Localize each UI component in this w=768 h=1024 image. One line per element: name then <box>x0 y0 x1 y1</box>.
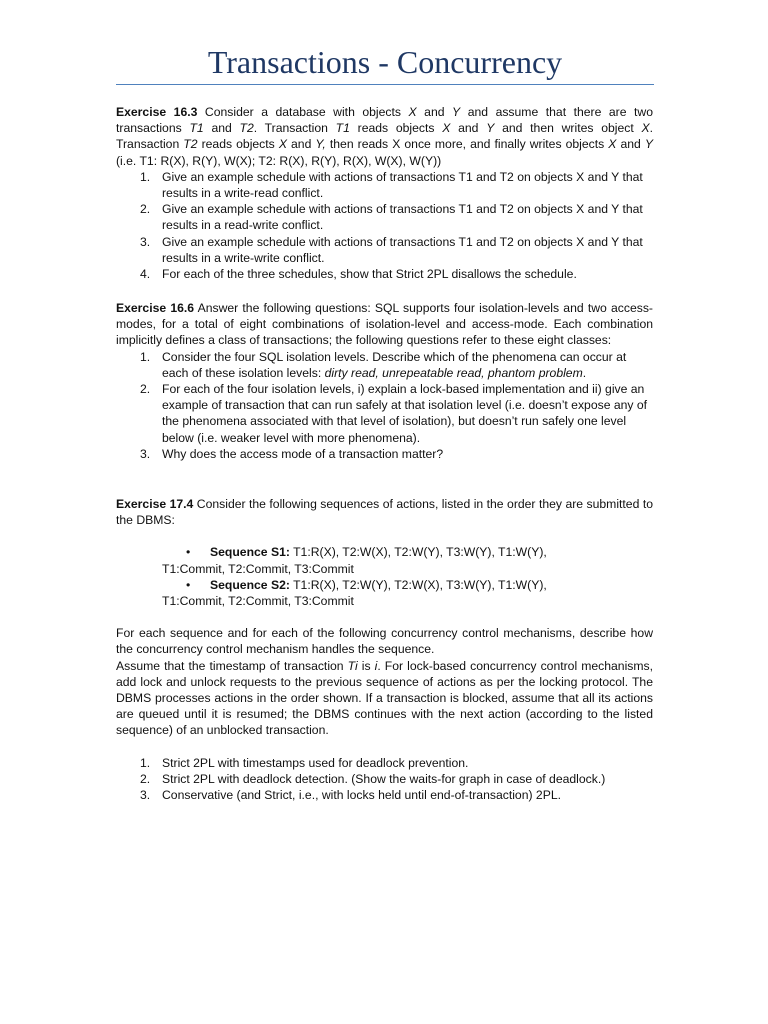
bullet-icon: • <box>186 545 191 560</box>
exercise-16-3-label: Exercise 16.3 <box>116 105 198 119</box>
list-item: 1. Give an example schedule with actions of transactions T1 and T2 on objects X and Y that results in a write-read conflict. <box>140 169 643 201</box>
exercise-16-6-intro: Exercise 16.6 Answer the following questions: SQL supports four isolation-levels and two access-modes, for a total of eight combinations of isolation-level and access-mode. Each combination implicitly defines a class of transactions; the following questions refer to these eight classes: <box>116 301 653 348</box>
list-item: 1. Strict 2PL with timestamps used for deadlock prevention. <box>140 755 469 770</box>
exercise-17-4-intro: Exercise 17.4 Consider the following sequences of actions, listed in the order they are submitted to the DBMS: <box>116 497 653 528</box>
list-item: 3. Why does the access mode of a transaction matter? <box>140 446 444 461</box>
page-title: Transactions - Concurrency <box>207 44 563 80</box>
list-item: 4. For each of the three schedules, show that Strict 2PL disallows the schedule. <box>140 267 577 282</box>
exercise-17-4-label: Exercise 17.4 <box>116 497 194 511</box>
paragraph-concurrency-mechanisms: For each sequence and for each of the following concurrency control mechanisms, describe how the concurrency control mechanism handles the sequence. <box>116 626 653 657</box>
paragraph-timestamp-assumption: Assume that the timestamp of transaction Ti is i. For lock-based concurrency control mechanisms, add lock and unlock requests to the previous sequence of actions as per the locking protocol. The DBMS processes actions in the order shown. If a transaction is blocked, assume that all its actions are queued until it is resumed; the DBMS continues with the next action (according to the listed sequence) of an unblocked transaction. <box>116 658 653 738</box>
exercise-17-4-mechanisms <box>116 755 653 804</box>
exercise-17-4 <box>116 496 653 803</box>
exercise-16-3 <box>116 104 653 282</box>
title-underline <box>116 84 654 85</box>
list-item: 2. Give an example schedule with actions of transactions T1 and T2 on objects X and Y that results in a read-write conflict. <box>140 202 643 233</box>
sequence-s1: • Sequence S1: T1:R(X), T2:W(X), T2:W(Y), T3:W(Y), T1:W(Y), <box>186 545 547 560</box>
list-item: 3. Give an example schedule with actions of transactions T1 and T2 on objects X and Y that results in a write-write conflict. <box>140 234 643 265</box>
exercise-16-3-questions <box>116 169 653 282</box>
list-item: 2. Strict 2PL with deadlock detection. (Show the waits-for graph in case of deadlock.) <box>140 771 606 786</box>
list-item: 2. For each of the four isolation levels, i) explain a lock-based implementation and ii) give an example of transaction that can run safely at that isolation level (i.e. doesn’t expose any of the phenomena associated with that level of isolation), but doesn’t run safely one level below (i.e. weaker level with more phenomena). <box>140 382 648 445</box>
sequence-s2: • Sequence S2: T1:R(X), T2:W(Y), T2:W(X), T3:W(Y), T1:W(Y), <box>186 577 547 592</box>
list-item: 1. Consider the four SQL isolation levels. Describe which of the phenomena can occur at each of these isolation levels: dirty read, unrepeatable read, phantom problem. <box>140 349 627 380</box>
list-item: 3. Conservative (and Strict, i.e., with locks held until end-of-transaction) 2PL. <box>140 788 561 803</box>
sequence-list <box>116 544 653 609</box>
exercise-16-6 <box>116 300 653 462</box>
exercise-16-3-intro: Exercise 16.3 Consider a database with objects X and Y and assume that there are two transactions T1 and T2. Transaction T1 reads objects X and Y and then writes object X. Transaction T2 reads objects X and Y, then reads X once more, and finally writes objects X and Y (i.e. T1: R(X), R(Y), W(X); T2: R(X), R(Y), R(X), W(X), W(Y)) <box>116 105 654 168</box>
exercise-16-6-questions <box>116 349 653 462</box>
sequence-s1-continuation: T1:Commit, T2:Commit, T3:Commit <box>162 561 354 576</box>
bullet-icon: • <box>186 577 191 592</box>
exercise-16-6-label: Exercise 16.6 <box>116 301 195 315</box>
sequence-s2-continuation: T1:Commit, T2:Commit, T3:Commit <box>162 594 354 609</box>
